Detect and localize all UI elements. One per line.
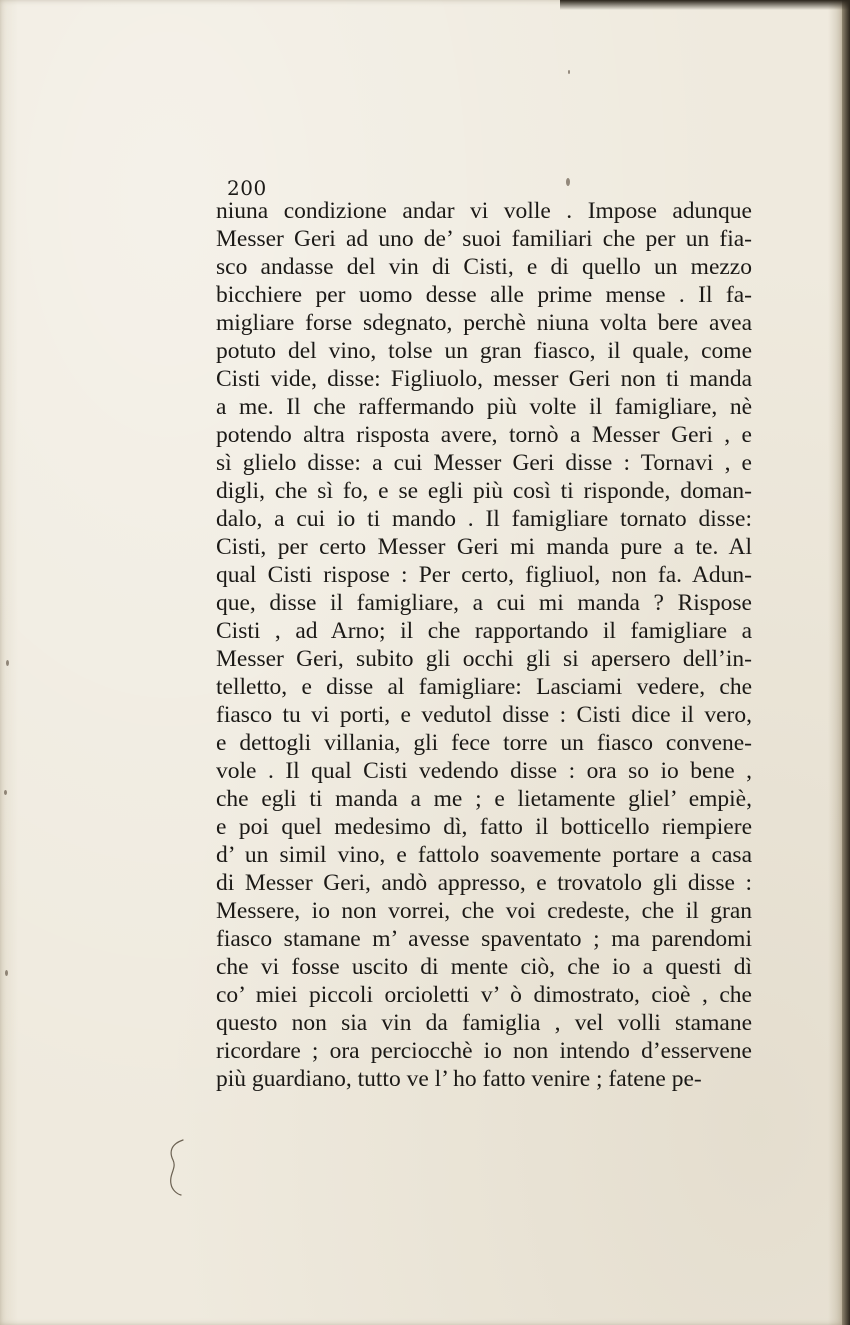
text-line: co’ miei piccoli orcioletti v’ ò dimostrato, cioè , che (216, 982, 752, 1008)
text-line: bicchiere per uomo desse alle prime mense . Il fa- (216, 282, 752, 308)
ink-speck (6, 660, 9, 666)
text-line: dalo, a cui io ti mando . Il famigliare tornato disse: (216, 506, 752, 532)
text-line: telletto, e disse al famigliare: Lasciami vedere, che (216, 674, 752, 700)
text-line: Messer Geri, subito gli occhi gli si apersero dell’in- (216, 646, 752, 672)
text-line: Messer Geri ad uno de’ suoi familiari che per un fia- (216, 226, 752, 252)
text-line: digli, che sì fo, e se egli più così ti risponde, doman- (216, 478, 752, 504)
text-line: che vi fosse uscito di mente ciò, che io a questi dì (216, 954, 752, 980)
text-line: Cisti , ad Arno; il che rapportando il famigliare a (216, 618, 752, 644)
ink-speck (568, 70, 570, 74)
text-line: potuto del vino, tolse un gran fiasco, il quale, come (216, 338, 752, 364)
text-line: ricordare ; ora perciocchè io non intendo d’esservene (216, 1038, 752, 1064)
text-line: qual Cisti rispose : Per certo, figliuol, non fa. Adun- (216, 562, 752, 588)
text-line: fiasco tu vi porti, e vedutol disse : Cisti dice il vero, (216, 702, 752, 728)
page-top-shadow (560, 0, 850, 10)
page-number: 200 (227, 176, 267, 200)
text-line: d’ un simil vino, e fattolo soavemente portare a casa (216, 842, 752, 868)
text-line: potendo altra risposta avere, tornò a Messer Geri , e (216, 422, 752, 448)
text-line: Messere, io non vorrei, che voi credeste, che il gran (216, 898, 752, 924)
text-line: niuna condizione andar vi volle . Impose adunque (216, 198, 752, 224)
text-line: vole . Il qual Cisti vedendo disse : ora so io bene , (216, 758, 752, 784)
page-edge-shadow (842, 0, 850, 1325)
text-line: e poi quel medesimo dì, fatto il botticello riempiere (216, 814, 752, 840)
text-line: sì glielo disse: a cui Messer Geri disse : Tornavi , e (216, 450, 752, 476)
text-line: di Messer Geri, andò appresso, e trovatolo gli disse : (216, 870, 752, 896)
margin-pencil-mark (165, 1138, 187, 1196)
ink-speck (5, 970, 8, 976)
ink-speck (566, 178, 570, 186)
ink-speck (4, 790, 7, 795)
text-line: questo non sia vin da famiglia , vel volli stamane (216, 1010, 752, 1036)
text-line: que, disse il famigliare, a cui mi manda ? Rispose (216, 590, 752, 616)
text-line: più guardiano, tutto ve l’ ho fatto venire ; fatene pe- (216, 1066, 702, 1092)
text-line: che egli ti manda a me ; e lietamente gliel’ empiè, (216, 786, 752, 812)
text-line: a me. Il che raffermando più volte il famigliare, nè (216, 394, 752, 420)
text-line: e dettogli villania, gli fece torre un fiasco convene- (216, 730, 752, 756)
text-line: sco andasse del vin di Cisti, e di quello un mezzo (216, 254, 752, 280)
text-line: Cisti vide, disse: Figliuolo, messer Geri non ti manda (216, 366, 752, 392)
text-line: fiasco stamane m’ avesse spaventato ; ma parendomi (216, 926, 752, 952)
text-line: Cisti, per certo Messer Geri mi manda pure a te. Al (216, 534, 752, 560)
text-line: migliare forse sdegnato, perchè niuna volta bere avea (216, 310, 752, 336)
body-text (216, 197, 752, 1093)
